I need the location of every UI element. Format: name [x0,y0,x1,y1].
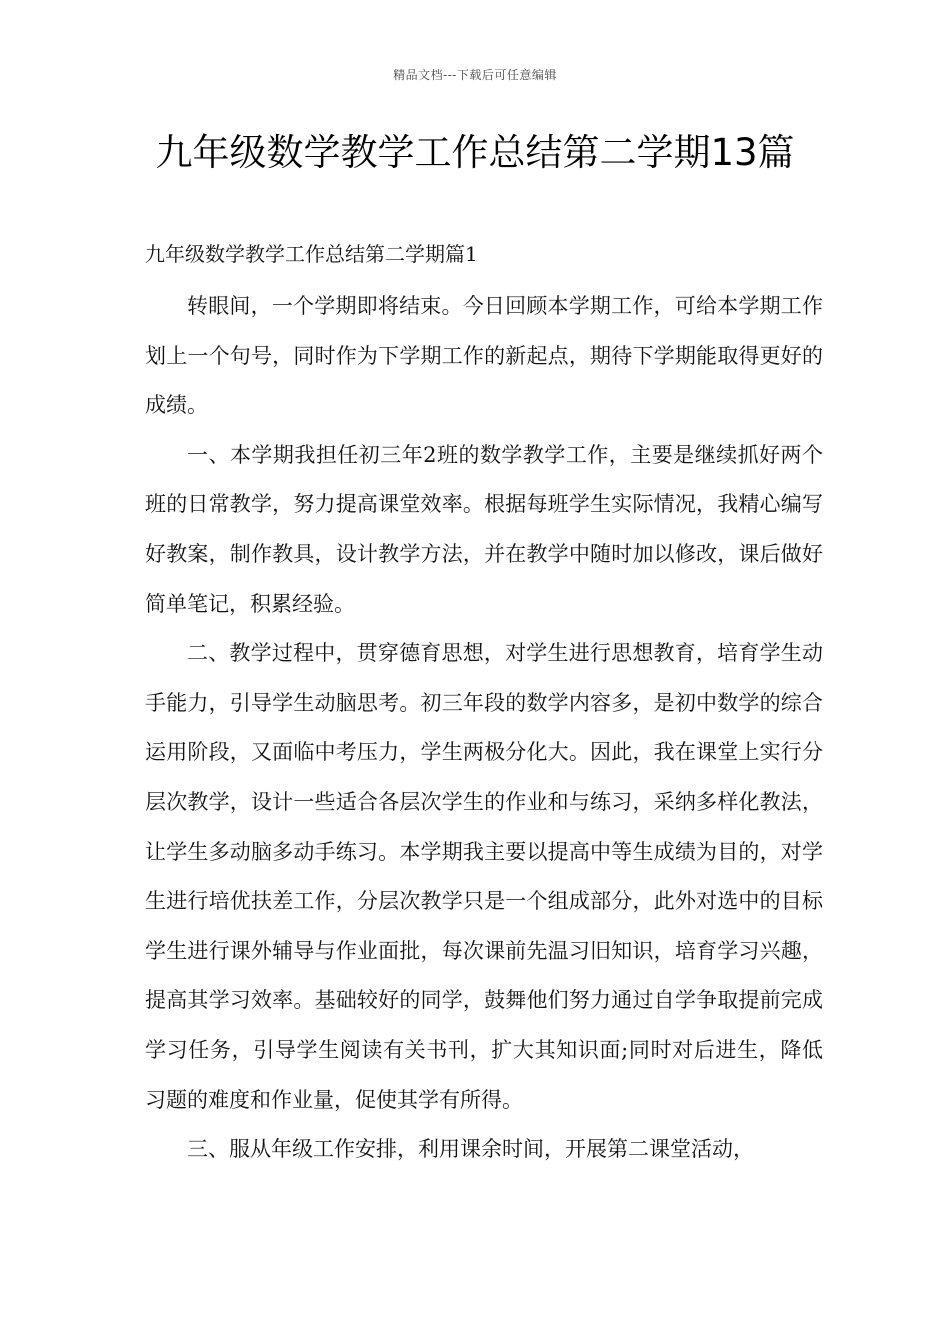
section-heading: 九年级数学教学工作总结第二学期篇1 [145,242,478,266]
document-title: 九年级数学教学工作总结第二学期13篇 [155,131,795,174]
header-watermark: 精品文档---下载后可任意编辑 [393,68,557,82]
paragraph-two: 二、教学过程中，贯穿德育思想，对学生进行思想教育，培育学生动手能力，引导学生动脑思考。初三年段的数学内容多，是初中数学的综合运用阶段，又面临中考压力，学生两极分化大。因此，我在课堂上实行分层次教学，设计一些适合各层次学生的作业和与练习，采纳多样化教法，让学生多动脑多动手练习。本学期我主要以提高中等生成绩为目的，对学生进行培优扶差工作，分层次教学只是一个组成部分，此外对选中的目标学生进行课外辅导与作业面批，每次课前先温习旧知识，培育学习兴趣，提高其学习效率。基础较好的同学，鼓舞他们努力通过自学争取提前完成学习任务，引导学生阅读有关书刊，扩大其知识面;同时对后进生，降低习题的难度和作业量，促使其学有所得。 [145,641,823,1112]
paragraph-one: 一、本学期我担任初三年2班的数学教学工作，主要是继续抓好两个班的日常教学，努力提高课堂效率。根据每班学生实际情况，我精心编写好教案，制作教具，设计教学方法，并在教学中随时加以修改，课后做好简单笔记，积累经验。 [145,442,823,616]
paragraph-three: 三、服从年级工作安排，利用课余时间，开展第二课堂活动， [187,1137,754,1162]
document-body [145,282,823,1175]
paragraph-intro: 转眼间，一个学期即将结束。今日回顾本学期工作，可给本学期工作划上一个句号，同时作为下学期工作的新起点，期待下学期能取得更好的成绩。 [145,294,823,418]
